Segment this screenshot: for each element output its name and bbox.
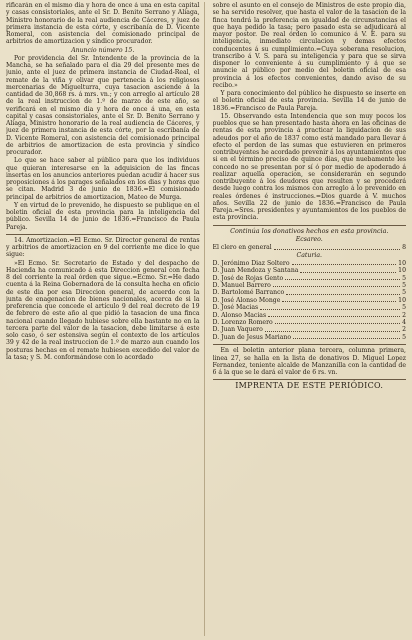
donor-name: D. José Macias (212, 304, 259, 312)
paragraph-royal-order: »El Ecmo. Sr. Secretario de Estado y del despacho de Hacienda ha comunicado á esta Direccion general con fecha 8 del corriente la real órden que sigue.=Ecmo. Sr.=He dado cuenta á la Reina Gobernadora de la consulta hecha en oficio de este dia por esa Direccion general, de acuerdo con la junta de enagenacion de bienes nacionales, acerca de si la preferencia que concede el artículo 9 del real decreto de 19 de febrero de este año al que pidió la tasacion de una finca nacional cuando llegado hubiese sobre ella bastante no en la tercera parte del valor de la tasacion, debe limitarse á este solo caso, ó ser estensiva según el contexto de los artículos 39 y 42 de la real instruccion de 1.º de marzo aun cuando los posturas hechas en el remate hubiesen excedido del valor de la tasa; y S. M. conformándose con lo acordado (6, 259, 200, 361)
list-item (213, 260, 407, 267)
donor-amount: 10 (398, 259, 406, 267)
list-item (213, 275, 407, 282)
leader-dots (300, 272, 396, 273)
list-item (213, 312, 407, 319)
donations-subhead-second: Caturia. (296, 251, 322, 259)
leader-dots (273, 286, 400, 287)
donor-name: D. Bartolomé Barranco (212, 289, 285, 297)
leader-dots (274, 249, 400, 250)
leader-dots (265, 331, 400, 332)
donor-name: D. Alonso Macias (212, 311, 267, 319)
paragraph-publication-order: Y en virtud de lo prevenido, he dispuesto se publique en el boletin oficial de esta provincia para la inteligencia del público. Sevilla 14 de junio de 1836.=Francisco de Paula Pareja. (6, 201, 200, 231)
leader-dots (286, 294, 400, 295)
imprint-line: IMPRENTA DE ESTE PERIÓDICO. (213, 379, 407, 390)
donor-list (213, 260, 407, 341)
donor-amount: 2 (402, 326, 406, 334)
paragraph-intendente-notice: Por providencia del Sr. Intendente de la provincia de la Mancha, se ha señalado para el dia 29 del presente mes de junio, ante el juez de primera instancia de Ciudad-Real, el remate de la viña y olivar que pertenecia á los religiosos mercenarias de Miguelturra, cuya tasacion asciende á la cantidad de 30,868 rs. á mrs. vn.; y con arreglo al artículo 28 de la real instruccion de 1.º de marzo de este año, se verificará en el mismo dia y hora de once á una, en esta capital y casas consistoriales, ante el Sr. D. Benito Serrano y Aliaga, Ministro honorario de la real audiencia de Cáceres, y juez de primera instancia de esta córte, por la escribanía de D. Vicente Romeral, con asistencia del comisionado principal de arbitrios de amortizacion de esta provincia y síndico procurador. (6, 54, 200, 156)
list-item (213, 267, 407, 274)
leader-dots (282, 301, 396, 302)
list-item (213, 244, 407, 251)
paragraph-liquidation-notice: 15. Observando esta Intendencia que son muy pocos los pueblos que se han presentado hasta ahora en las oficinas de rentas de esta provincia á practicar la liquidacion de sus adeudos por el año de 1837 como está mandado para llevar á efecto el perdon de las sumas que estuvieren en primeros contribuyentes he acordado prevenir á los ayuntamientos que si en el término preciso de quince dias, que nuebamente les concedo no se presentan por sí ó por medio de apoderado á realizar aquella operacion, se considerarán en segundo contribuyente á los deudores que resulten y se procederá desde luego contra los mismos con arreglo á lo prevenido en reales órdenes é instrucciones.=Dios guarde á V. muchos años. Sevilla 22 de junio de 1836.=Francisco de Paula Pareja.=Sres. presidentes y ayuntamientos de los pueblos de esta provincia. (212, 112, 406, 222)
list-item (213, 326, 407, 333)
donor-name: D. Juan de Jesus Mariano (212, 333, 292, 341)
donor-name: D. Jerónimo Diaz Soltero (212, 259, 290, 267)
donor-amount: 4 (402, 319, 406, 327)
right-column (213, 2, 407, 636)
paragraph-royal-order-continued: sobre el asunto en el consejo de Ministros de este propio dia, se ha servido resolver, que hasta el valor de la tasacion de la finca tendrá la preferencia en igualdad de circunstancias el que haya pedido la tasa; pero pasado esta se adjudicará al mayor postor. De real órden lo comunico á V. E. para su inteligencia, inmediato circulacion y demas efectos conducentes á su cumplimiento.=Cuya soberana resolucion, transcribo á V. S. para su inteligencia y para que se sirva disponer lo conveniente á su cumplimiento y á que se anuncie al público por medio del boletin oficial de esa provincia á los efectos convenientes, dando aviso de su recibo.» (212, 2, 406, 89)
leader-dots (275, 323, 400, 324)
list-item (213, 319, 407, 326)
paragraph-erratum: En el boletin anterior plana tercera, columna primera, linea 27, se halla en la lista de donativos D. Miguel Lopez Fernandez, teniente alcalde de Manzanilla con la cantidad de 6 á la que se le dará el valor de 6 rs. vn. (212, 347, 406, 377)
leader-dots (292, 264, 397, 265)
donations-subhead-first: Ecsareo. (295, 236, 323, 243)
leader-dots (260, 309, 400, 310)
donor-name: D. José de Rojas Gento (212, 274, 284, 282)
list-item (213, 304, 407, 311)
donor-amount: 5 (402, 304, 406, 312)
donations-headline: Continúa los donativos hechos en esta provincia. (230, 226, 389, 235)
list-divider-top (213, 225, 407, 226)
donor-amount: 10 (398, 267, 406, 275)
list-item (213, 297, 407, 304)
donor-amount: 5 (402, 282, 406, 290)
leader-dots (268, 316, 400, 317)
list-item (213, 282, 407, 289)
donor-amount: 5 (402, 333, 406, 341)
list-item (213, 289, 407, 296)
announcement-number: Anuncio número 15. (71, 46, 135, 54)
section-divider (6, 234, 200, 235)
donor-name: D. Lorenzo Romero (212, 319, 273, 327)
donor-amount: 5 (402, 289, 406, 297)
paragraph-amortizacion-heading: 14. Amortizacion.=El Ecmo. Sr. Director general de rentas y arbitrios de amortizacion en 9 del corriente me dice lo que sigue: (6, 236, 200, 259)
donor-amount: 2 (402, 311, 406, 319)
donor-name: D. Manuel Barrero (212, 282, 271, 290)
list-item (213, 334, 407, 341)
paragraph-auction-continuation: rificarán en el mismo dia y hora de once á una en esta capital y casas consistoriales, ante el Sr. D. Benito Serrano y Aliaga, Ministro honorario de la real audiencia de Cáceres, y juez de primera instancia de esta córte, y escribanía de D. Vicente Romeral, con asistencia del comisionado principal de arbitrios de amortizacion y síndico procurador. (6, 2, 200, 46)
donor-amount: 10 (398, 296, 406, 304)
leader-dots (293, 338, 400, 339)
donor-amount: 5 (402, 274, 406, 282)
donor-name: D. José Alonso Monge (212, 296, 281, 304)
donor-amount: 8 (402, 244, 406, 252)
donor-name: El clero en general (212, 244, 272, 252)
paragraph-publication-order-2: Y para conocimiento del público he dispuesto se inserte en el boletin oficial de esta provincia. Sevilla 14 de junio de 1836.=Francisco de Paula Pareja. (212, 90, 406, 112)
list-divider-bottom (213, 344, 407, 345)
paragraph-public-notice: Lo que se hace saber al público para que los individuos que quieran interesarse en la adquisicion de las fincas insertas en los anuncios anteriores puedan acudir á hacer sus proposiciones á los parages señalados en los dias y horas que se citan. Madrid 3 de junio de 1836.=El comisionado principal de arbitrios de amortizacion, Mateo de Murga. (6, 157, 200, 201)
left-column (6, 2, 205, 636)
donor-name: D. Juan Mendoza y Santana (212, 267, 299, 275)
leader-dots (285, 279, 400, 280)
donor-name: D. Juan Vaquero (212, 326, 263, 334)
two-column-layout (6, 2, 406, 636)
